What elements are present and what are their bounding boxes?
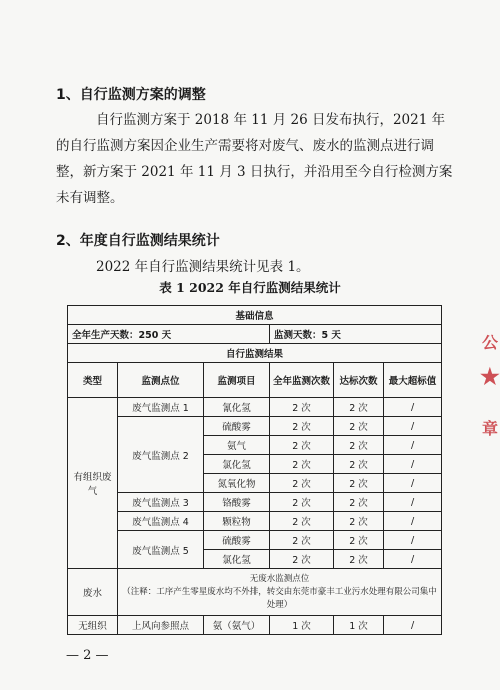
- passed-cell: 2 次: [334, 512, 384, 531]
- max-cell: /: [384, 512, 442, 531]
- total-cell: 2 次: [270, 474, 334, 493]
- passed-cell: 2 次: [334, 398, 384, 417]
- passed-cell: 2 次: [334, 455, 384, 474]
- wastewater-line1: 无废水监测点位: [249, 573, 310, 584]
- passed-cell: 2 次: [334, 417, 384, 436]
- column-header-row: [68, 363, 442, 398]
- monitoring-days: 监测天数：5 天: [270, 325, 442, 344]
- max-cell: /: [384, 417, 442, 436]
- max-cell: /: [384, 436, 442, 455]
- page-number: — 2 —: [66, 648, 109, 663]
- total-cell: 2 次: [270, 531, 334, 550]
- item-cell: 氰化氢: [204, 398, 270, 417]
- col-header-passed: 达标次数: [334, 363, 384, 398]
- point-cell: 废气监测点 1: [118, 398, 204, 417]
- total-cell: 2 次: [270, 455, 334, 474]
- item-cell: 氯化氢: [204, 550, 270, 569]
- item-cell: 氯化氢: [204, 455, 270, 474]
- table-row: [68, 398, 442, 417]
- type-wastewater: 废水: [68, 569, 118, 616]
- item-cell: 氮氧化物: [204, 474, 270, 493]
- production-days: 全年生产天数：250 天: [68, 325, 270, 344]
- total-cell: 2 次: [270, 512, 334, 531]
- wastewater-row: [68, 569, 442, 616]
- max-cell: /: [384, 398, 442, 417]
- passed-cell: 1 次: [334, 616, 384, 635]
- max-cell: /: [384, 455, 442, 474]
- max-cell: /: [384, 531, 442, 550]
- passed-cell: 2 次: [334, 493, 384, 512]
- passed-cell: 2 次: [334, 550, 384, 569]
- table-row: [68, 512, 442, 531]
- total-cell: 1 次: [270, 616, 334, 635]
- col-header-max: 最大超标值: [384, 363, 442, 398]
- total-cell: 2 次: [270, 436, 334, 455]
- max-cell: /: [384, 493, 442, 512]
- max-cell: /: [384, 616, 442, 635]
- results-header: 自行监测结果: [68, 344, 442, 363]
- wastewater-line2: （注释：工序产生零星废水均不外排，转交由东莞市豪丰工业污水处理有限公司集中处理）: [122, 586, 437, 610]
- total-cell: 2 次: [270, 493, 334, 512]
- point-cell: 废气监测点 4: [118, 512, 204, 531]
- max-cell: /: [384, 474, 442, 493]
- total-cell: 2 次: [270, 398, 334, 417]
- max-cell: /: [384, 550, 442, 569]
- monitoring-results-table: [67, 305, 442, 635]
- point-cell: 废气监测点 3: [118, 493, 204, 512]
- passed-cell: 2 次: [334, 474, 384, 493]
- item-cell: 硫酸雾: [204, 531, 270, 550]
- passed-cell: 2 次: [334, 436, 384, 455]
- col-header-point: 监测点位: [118, 363, 204, 398]
- wastewater-note-cell: [118, 569, 442, 616]
- item-cell: 氨气: [204, 436, 270, 455]
- section1-heading: 1、自行监测方案的调整: [56, 87, 206, 103]
- item-cell: 铬酸雾: [204, 493, 270, 512]
- table-row: [68, 493, 442, 512]
- col-header-item: 监测项目: [204, 363, 270, 398]
- point-cell: 上风向参照点: [118, 616, 204, 635]
- basic-info-header: 基础信息: [68, 306, 442, 325]
- section1-paragraph: 自行监测方案于 2018 年 11 月 26 日发布执行，2021 年的自行监测方案因企业生产需要将对废气、废水的监测点进行调整，新方案于 2021 年 11 月 3 日执行，并沿用至今自行检测方案未有调整。: [56, 112, 453, 206]
- type-unorganized: 无组织: [68, 616, 118, 635]
- company-seal-stamp: 公 ★ 章: [480, 333, 500, 438]
- item-cell: 硫酸雾: [204, 417, 270, 436]
- item-cell: 氨（氨气）: [204, 616, 270, 635]
- total-cell: 2 次: [270, 550, 334, 569]
- point-cell: 废气监测点 5: [118, 531, 204, 569]
- table-row: [68, 531, 442, 550]
- total-cell: 2 次: [270, 417, 334, 436]
- unorganized-row: [68, 616, 442, 635]
- item-cell: 颗粒物: [204, 512, 270, 531]
- table-caption: 表 1 2022 年自行监测结果统计: [159, 280, 341, 295]
- table-row: [68, 417, 442, 436]
- section2-paragraph: 2022 年自行监测结果统计见表 1。: [96, 259, 310, 275]
- type-organized-gas: 有组织废气: [68, 398, 118, 569]
- point-cell: 废气监测点 2: [118, 417, 204, 493]
- passed-cell: 2 次: [334, 531, 384, 550]
- section2-heading: 2、年度自行监测结果统计: [56, 233, 220, 249]
- col-header-total: 全年监测次数: [270, 363, 334, 398]
- col-header-type: 类型: [68, 363, 118, 398]
